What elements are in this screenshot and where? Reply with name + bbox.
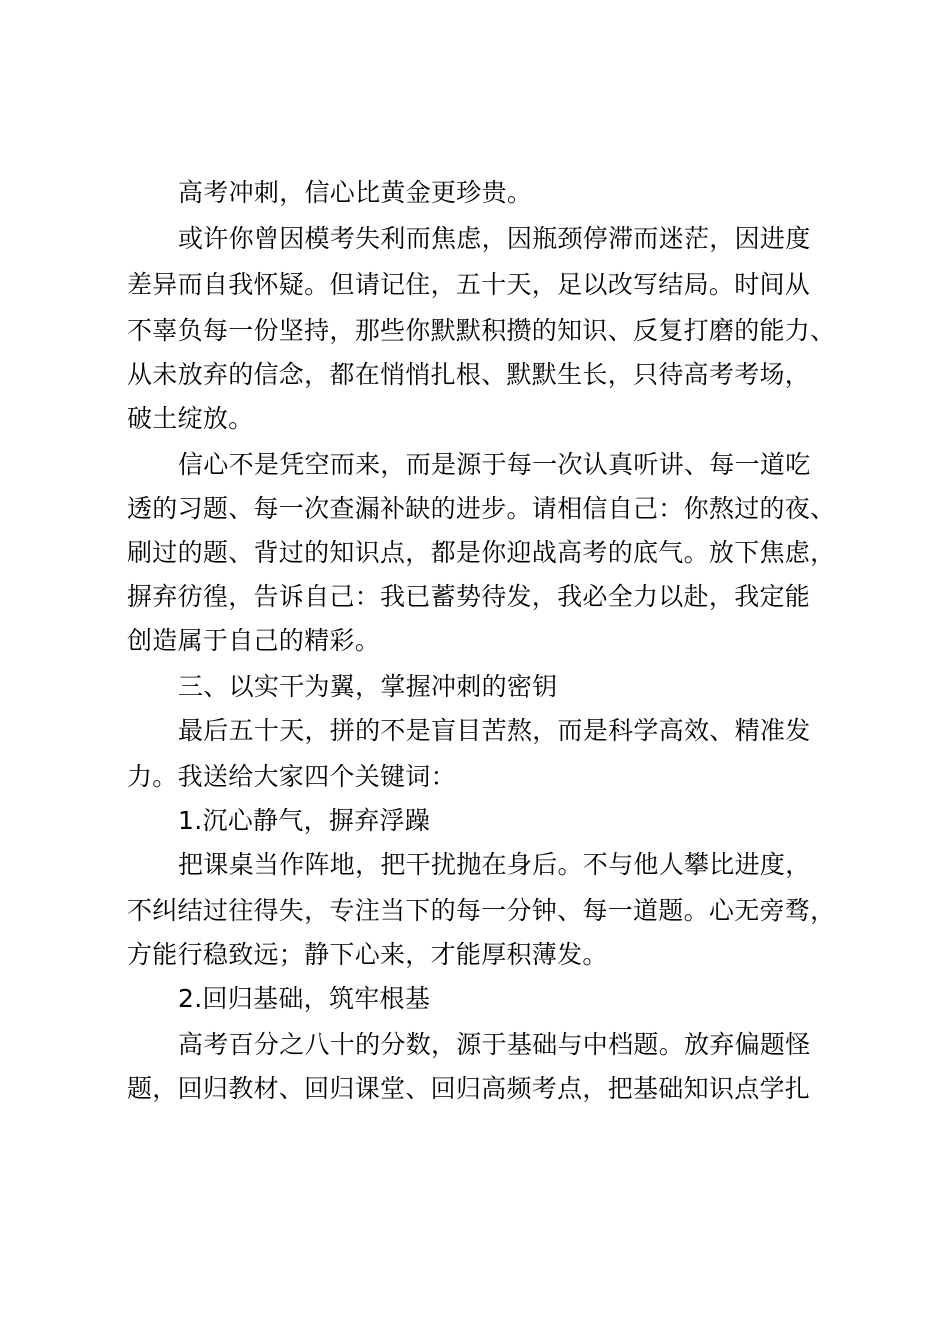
paragraph-line: 力。我送给大家四个关键词： bbox=[127, 762, 456, 791]
paragraph-line: 不纠结过往得失，专注当下的每一分钟、每一道题。心无旁骛， bbox=[127, 896, 836, 925]
paragraph-line: 刷过的题、背过的知识点，都是你迎战高考的底气。放下焦虑， bbox=[127, 538, 836, 567]
paragraph-line: 信心不是凭空而来，而是源于每一次认真听讲、每一道吃 bbox=[178, 450, 811, 479]
paragraph-line: 把课桌当作阵地，把干扰抛在身后。不与他人攀比进度， bbox=[178, 850, 811, 879]
paragraph-line: 从未放弃的信念，都在悄悄扎根、默默生长，只待高考考场， bbox=[127, 360, 811, 389]
paragraph-line: 透的习题、每一次查漏补缺的进步。请相信自己：你熬过的夜、 bbox=[127, 494, 836, 523]
paragraph-line: 创造属于自己的精彩。 bbox=[127, 626, 381, 655]
subheading: 1.沉心静气，摒弃浮躁 bbox=[178, 806, 431, 835]
section-heading: 三、以实干为翼，掌握冲刺的密钥 bbox=[178, 672, 558, 701]
paragraph-line: 题，回归教材、回归课堂、回归高频考点，把基础知识点学扎 bbox=[127, 1074, 811, 1103]
paragraph-line: 破土绽放。 bbox=[127, 404, 254, 433]
paragraph-line: 或许你曾因模考失利而焦虑，因瓶颈停滞而迷茫，因进度 bbox=[178, 224, 811, 253]
paragraph-line: 差异而自我怀疑。但请记住，五十天，足以改写结局。时间从 bbox=[127, 270, 811, 299]
paragraph-line: 方能行稳致远；静下心来，才能厚积薄发。 bbox=[127, 940, 608, 969]
paragraph-line: 最后五十天，拼的不是盲目苦熬，而是科学高效、精准发 bbox=[178, 716, 811, 745]
subheading: 2.回归基础，筑牢根基 bbox=[178, 984, 431, 1013]
paragraph-line: 高考冲刺，信心比黄金更珍贵。 bbox=[178, 178, 533, 207]
paragraph-line: 不辜负每一份坚持，那些你默默积攒的知识、反复打磨的能力、 bbox=[127, 316, 836, 345]
paragraph-line: 摒弃彷徨，告诉自己：我已蓄势待发，我必全力以赴，我定能 bbox=[127, 582, 811, 611]
paragraph-line: 高考百分之八十的分数，源于基础与中档题。放弃偏题怪 bbox=[178, 1030, 811, 1059]
